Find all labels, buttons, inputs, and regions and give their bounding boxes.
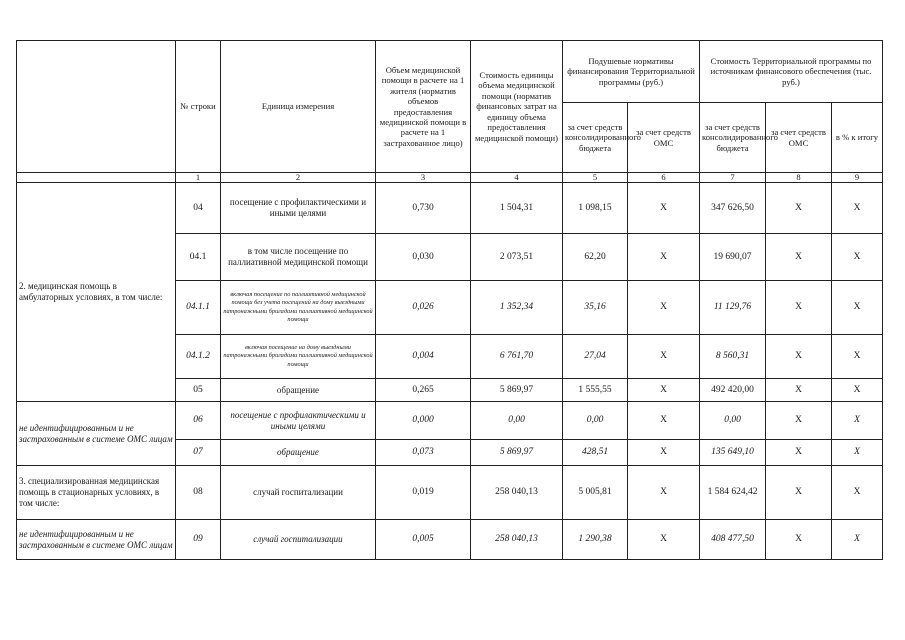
row-oms-norm: X [628, 234, 700, 281]
row-percent: X [832, 234, 883, 281]
table-row [17, 466, 883, 520]
row-oms-cost: X [766, 440, 832, 466]
row-percent: X [832, 281, 883, 335]
row-oms-cost: X [766, 402, 832, 440]
row-oms-norm: X [628, 466, 700, 520]
row-code: 08 [176, 466, 221, 520]
row-budget-norm: 428,51 [563, 440, 628, 466]
header-budget-cost: за счет средств консолидированного бюджета [700, 103, 766, 173]
row-oms-norm: X [628, 281, 700, 335]
row-budget-norm: 1 555,55 [563, 379, 628, 402]
column-number: 5 [563, 173, 628, 183]
row-oms-cost: X [766, 335, 832, 379]
row-cost: 258 040,13 [471, 520, 563, 560]
header-volume: Объем медицинской помощи в расчете на 1 жителя (норматив объемов предоставления медицинской помощи в расчете на 1 застрахованное лицо) [376, 41, 471, 173]
row-budget-norm: 27,04 [563, 335, 628, 379]
row-cost: 2 073,51 [471, 234, 563, 281]
row-oms-cost: X [766, 281, 832, 335]
row-unit: случай госпитализации [221, 466, 376, 520]
row-code: 04.1 [176, 234, 221, 281]
row-percent: X [832, 183, 883, 234]
row-budget-cost: 408 477,50 [700, 520, 766, 560]
column-number: 8 [766, 173, 832, 183]
row-oms-cost: X [766, 520, 832, 560]
header-unit: Единица измерения [221, 41, 376, 173]
row-oms-cost: X [766, 379, 832, 402]
row-oms-norm: X [628, 335, 700, 379]
row-budget-norm: 5 005,81 [563, 466, 628, 520]
row-unit: включая посещение на дому выездными патронажными бригадами паллиативной медицинской помощи [221, 335, 376, 379]
row-budget-cost: 347 626,50 [700, 183, 766, 234]
row-volume: 0,730 [376, 183, 471, 234]
row-code: 09 [176, 520, 221, 560]
column-number: 9 [832, 173, 883, 183]
row-volume: 0,265 [376, 379, 471, 402]
category-ambulatory: 2. медицинская помощь в амбулаторных условиях, в том числе: [17, 183, 176, 402]
row-oms-norm: X [628, 520, 700, 560]
table-row [17, 183, 883, 234]
row-oms-norm: X [628, 440, 700, 466]
row-volume: 0,004 [376, 335, 471, 379]
row-volume: 0,005 [376, 520, 471, 560]
table-row [17, 402, 883, 440]
row-cost: 0,00 [471, 402, 563, 440]
row-volume: 0,026 [376, 281, 471, 335]
row-unit: случай госпитализации [221, 520, 376, 560]
row-cost: 5 869,97 [471, 379, 563, 402]
row-volume: 0,000 [376, 402, 471, 440]
header-percent-total: в % к итогу [832, 103, 883, 173]
row-code: 04.1.2 [176, 335, 221, 379]
category-not-insured: не идентифицированным и не застрахованным в системе ОМС лицам [17, 520, 176, 560]
row-code: 07 [176, 440, 221, 466]
row-unit: в том числе посещение по паллиативной медицинской помощи [221, 234, 376, 281]
row-budget-cost: 1 584 624,42 [700, 466, 766, 520]
row-volume: 0,019 [376, 466, 471, 520]
row-cost: 1 352,34 [471, 281, 563, 335]
row-oms-cost: X [766, 183, 832, 234]
column-number-blank [17, 173, 176, 183]
row-cost: 258 040,13 [471, 466, 563, 520]
row-budget-norm: 62,20 [563, 234, 628, 281]
row-code: 04 [176, 183, 221, 234]
row-budget-cost: 0,00 [700, 402, 766, 440]
row-percent: X [832, 466, 883, 520]
category-not-insured: не идентифицированным и не застрахованным в системе ОМС лицам [17, 402, 176, 466]
row-oms-cost: X [766, 234, 832, 281]
header-budget-norm: за счет средств консолидированного бюджета [563, 103, 628, 173]
column-number: 3 [376, 173, 471, 183]
row-percent: X [832, 520, 883, 560]
row-unit: посещение с профилактическими и иными целями [221, 183, 376, 234]
header-cost-unit: Стоимость единицы объема медицинской помощи (норматив финансовых затрат на единицу объема предоставления медицинской помощи) [471, 41, 563, 173]
row-unit: обращение [221, 440, 376, 466]
row-percent: X [832, 440, 883, 466]
row-budget-cost: 19 690,07 [700, 234, 766, 281]
column-number: 7 [700, 173, 766, 183]
financing-table [16, 40, 883, 560]
column-number: 2 [221, 173, 376, 183]
row-budget-cost: 8 560,31 [700, 335, 766, 379]
header-row-number: № строки [176, 41, 221, 173]
header-program-cost: Стоимость Территориальной программы по источникам финансового обеспечения (тыс. руб.) [700, 41, 883, 103]
row-percent: X [832, 402, 883, 440]
row-code: 06 [176, 402, 221, 440]
row-oms-norm: X [628, 183, 700, 234]
row-oms-cost: X [766, 466, 832, 520]
header-per-capita: Подушевые нормативы финансирования Территориальной программы (руб.) [563, 41, 700, 103]
header-category [17, 41, 176, 173]
row-budget-norm: 0,00 [563, 402, 628, 440]
header-oms-cost: за счет средств ОМС [766, 103, 832, 173]
row-code: 05 [176, 379, 221, 402]
column-number: 6 [628, 173, 700, 183]
row-percent: X [832, 335, 883, 379]
row-unit: посещение с профилактическими и иными целями [221, 402, 376, 440]
row-budget-cost: 492 420,00 [700, 379, 766, 402]
row-percent: X [832, 379, 883, 402]
row-cost: 6 761,70 [471, 335, 563, 379]
row-budget-norm: 35,16 [563, 281, 628, 335]
row-volume: 0,073 [376, 440, 471, 466]
row-cost: 1 504,31 [471, 183, 563, 234]
row-oms-norm: X [628, 379, 700, 402]
table-row [17, 520, 883, 560]
row-budget-norm: 1 098,15 [563, 183, 628, 234]
row-unit: обращение [221, 379, 376, 402]
row-budget-cost: 135 649,10 [700, 440, 766, 466]
row-volume: 0,030 [376, 234, 471, 281]
row-budget-cost: 11 129,76 [700, 281, 766, 335]
column-number: 1 [176, 173, 221, 183]
column-number: 4 [471, 173, 563, 183]
row-cost: 5 869,97 [471, 440, 563, 466]
category-specialized: 3. специализированная медицинская помощь в стационарных условиях, в том числе: [17, 466, 176, 520]
header-oms-norm: за счет средств ОМС [628, 103, 700, 173]
row-code: 04.1.1 [176, 281, 221, 335]
row-budget-norm: 1 290,38 [563, 520, 628, 560]
row-unit: включая посещение по паллиативной медицинской помощи без учета посещений на дому выездными патронажными бригадами паллиативной медицинской помощи [221, 281, 376, 335]
row-oms-norm: X [628, 402, 700, 440]
